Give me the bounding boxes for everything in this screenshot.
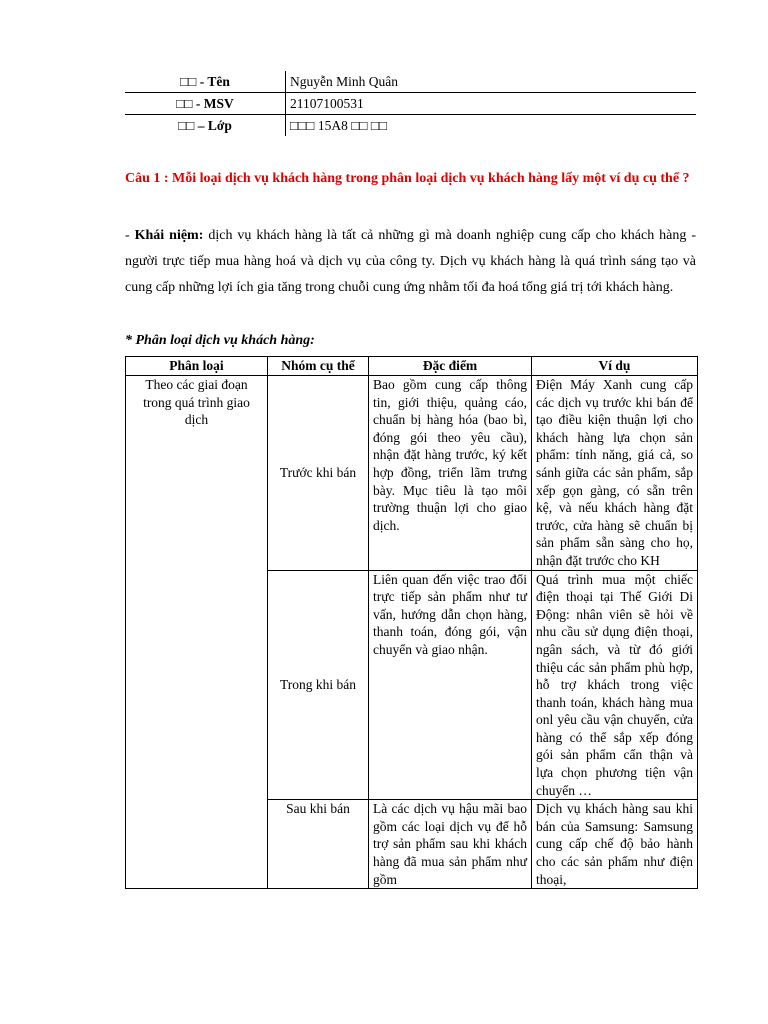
example-cell: Quá trình mua một chiếc điện thoại tại Thế Giới Di Động: nhân viên sẽ hỏi về nhu cầu sử dụng điện thoại, ngân sách, và từ đó giới thiệu các sản phẩm phù hợp, hỗ trợ khách trong việc thanh toán, khách hàng mua onl yêu cầu vận chuyển, cửa hàng có thể sắp xếp đóng gói sản phẩm cẩn thận và lựa chọn phương tiện vận chuyển …	[532, 570, 698, 800]
example-cell: Điện Máy Xanh cung cấp các dịch vụ trước khi bán để tạo điều kiện thuận lợi cho khách hàng lựa chọn sản phẩm: tính năng, giá cả, so sánh giữa các sản phẩm, sắp xếp gọn gàng, có sẵn trên kệ, và nếu khách hàng đặt trước, cửa hàng sẽ chuẩn bị sản phẩm sẵn sàng cho họ, nhận đặt trước cho KH	[532, 376, 698, 571]
class-value: □□□ 15A8 □□ □□	[290, 118, 388, 133]
student-id-label: □□ - MSV	[125, 93, 286, 115]
header-feature: Đặc điểm	[369, 357, 532, 376]
group-cell: Trước khi bán	[268, 376, 369, 571]
student-id-value: 21107100531	[286, 93, 697, 115]
name-value: Nguyễn Minh Quân	[290, 74, 398, 89]
name-row	[125, 71, 696, 93]
feature-cell: Bao gồm cung cấp thông tin, giới thiệu, quảng cáo, chuẩn bị hàng hóa (bao bì, đóng gói theo yêu cầu), nhận đặt hàng trước, ký kết hợp đồng, triển lãm trưng bày. Mục tiêu là tạo môi trường thuận lợi cho giao dịch.	[369, 376, 532, 571]
student-info-table	[125, 71, 696, 136]
table-row	[126, 376, 698, 571]
feature-cell: Liên quan đến việc trao đổi trực tiếp sản phẩm như tư vấn, hướng dẫn chọn hàng, thanh toán, đóng gói, vận chuyển và giao nhận.	[369, 570, 532, 800]
student-id-row	[125, 93, 696, 115]
section-title: * Phân loại dịch vụ khách hàng:	[125, 333, 315, 348]
question-heading: Câu 1 : Mỗi loại dịch vụ khách hàng trong phân loại dịch vụ khách hàng lấy một ví dụ cụ thể ?	[125, 171, 690, 186]
concept-label: Khái niệm:	[134, 228, 204, 243]
concept-paragraph	[125, 223, 696, 301]
name-label: □□ - Tên	[125, 71, 286, 93]
classification-cell: Theo các giai đoạn trong quá trình giao dịch	[126, 376, 268, 889]
example-cell: Dịch vụ khách hàng sau khi bán của Samsung: Samsung cung cấp chế độ bảo hành cho các sản phẩm như điện thoại,	[532, 800, 698, 889]
classification-table	[125, 356, 698, 889]
group-cell: Trong khi bán	[268, 570, 369, 800]
header-classification: Phân loại	[126, 357, 268, 376]
class-label: □□ – Lớp	[125, 115, 286, 137]
header-group: Nhóm cụ thể	[268, 357, 369, 376]
class-row	[125, 115, 696, 137]
concept-text: dịch vụ khách hàng là tất cả những gì mà doanh nghiệp cung cấp cho khách hàng - người trực tiếp mua hàng hoá và dịch vụ của công ty. Dịch vụ khách hàng là quá trình sáng tạo và cung cấp những lợi ích gia tăng trong chuỗi cung ứng nhằm tối đa hoá tổng giá trị tới khách hàng.	[125, 228, 696, 295]
concept-prefix: -	[125, 228, 135, 243]
feature-cell: Là các dịch vụ hậu mãi bao gồm các loại dịch vụ để hỗ trợ sản phẩm sau khi khách hàng đã mua sản phẩm như gồm	[369, 800, 532, 889]
group-cell: Sau khi bán	[268, 800, 369, 889]
table-header-row	[126, 357, 698, 376]
header-example: Ví dụ	[532, 357, 698, 376]
